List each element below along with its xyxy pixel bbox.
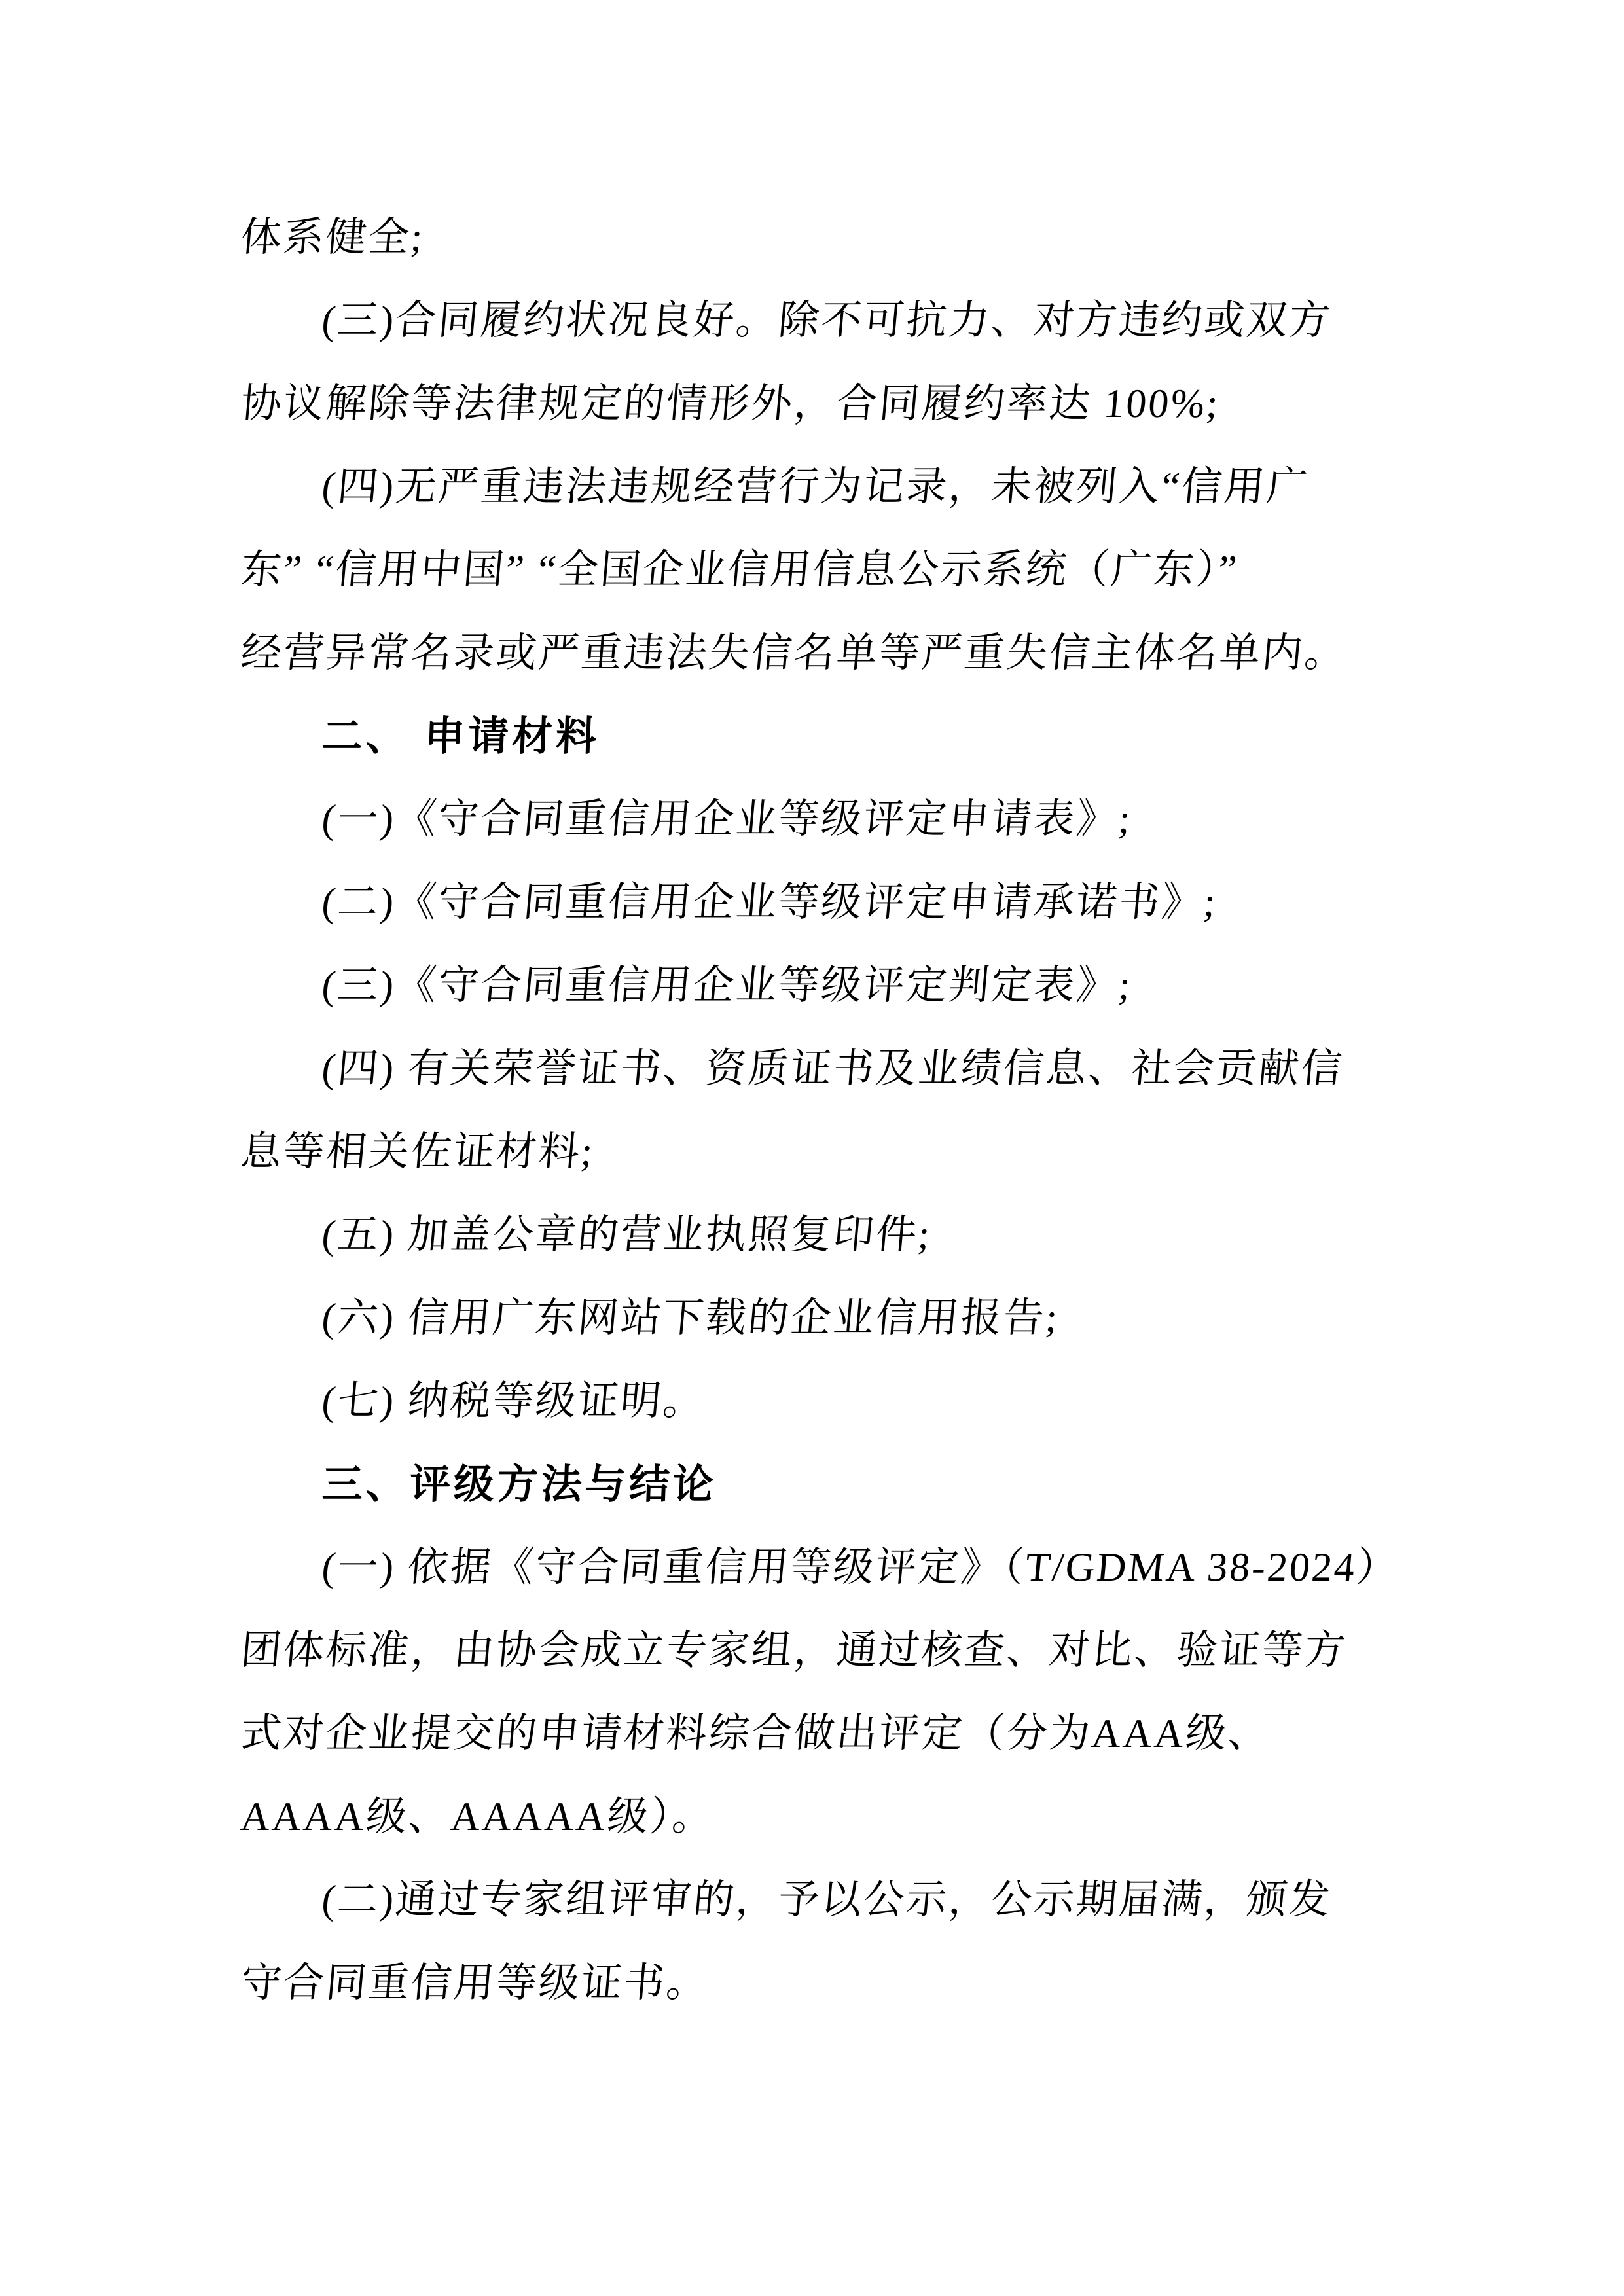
document-body (239, 196, 1401, 2025)
doc-line-12: 息等相关佐证材料; (239, 1130, 597, 1174)
doc-line-14: (六) 信用广东网站下载的企业信用报告; (320, 1296, 1062, 1340)
doc-line-02: (三)合同履约状况良好。除不可抗力、对方违约或双方 (320, 298, 1334, 343)
doc-line-20: AAAA级、AAAAA级）。 (239, 1795, 717, 1839)
doc-line-19: 式对企业提交的申请材料综合做出评定（分为AAA级、 (239, 1712, 1273, 1756)
doc-line-01: 体系健全; (239, 215, 427, 260)
heading-rating-method: 三、评级方法与结论 (321, 1462, 718, 1507)
doc-line-09: (二)《守合同重信用企业等级评定申请承诺书》; (320, 880, 1219, 925)
doc-line-15: (七) 纳税等级证明。 (320, 1379, 708, 1424)
doc-line-06: 经营异常名录或严重违法失信名单等严重失信主体名单内。 (239, 631, 1350, 675)
doc-line-18: 团体标准，由协会成立专家组，通过核查、对比、验证等方 (239, 1628, 1350, 1673)
doc-line-05: 东” “信用中国” “全国企业信用信息公示系统（广东）” (239, 548, 1240, 592)
doc-line-03: 协议解除等法律规定的情形外，合同履约率达 100%; (239, 382, 1222, 426)
heading-application-materials: 二、 申请材料 (321, 714, 601, 759)
doc-line-10: (三)《守合同重信用企业等级评定判定表》; (320, 963, 1134, 1008)
doc-line-21: (二)通过专家组评审的，予以公示，公示期届满，颁发 (320, 1878, 1334, 1922)
doc-line-17: (一) 依据《守合同重信用等级评定》（T/GDMA 38-2024） (320, 1545, 1401, 1590)
doc-line-13: (五) 加盖公章的营业执照复印件; (320, 1213, 934, 1257)
doc-line-11: (四) 有关荣誉证书、资质证书及业绩信息、社会贡献信 (320, 1047, 1346, 1091)
doc-line-22: 守合同重信用等级证书。 (239, 1961, 712, 2005)
doc-line-08: (一)《守合同重信用企业等级评定申请表》; (320, 797, 1134, 842)
doc-line-04: (四)无严重违法违规经营行为记录，未被列入“信用广 (320, 465, 1311, 509)
